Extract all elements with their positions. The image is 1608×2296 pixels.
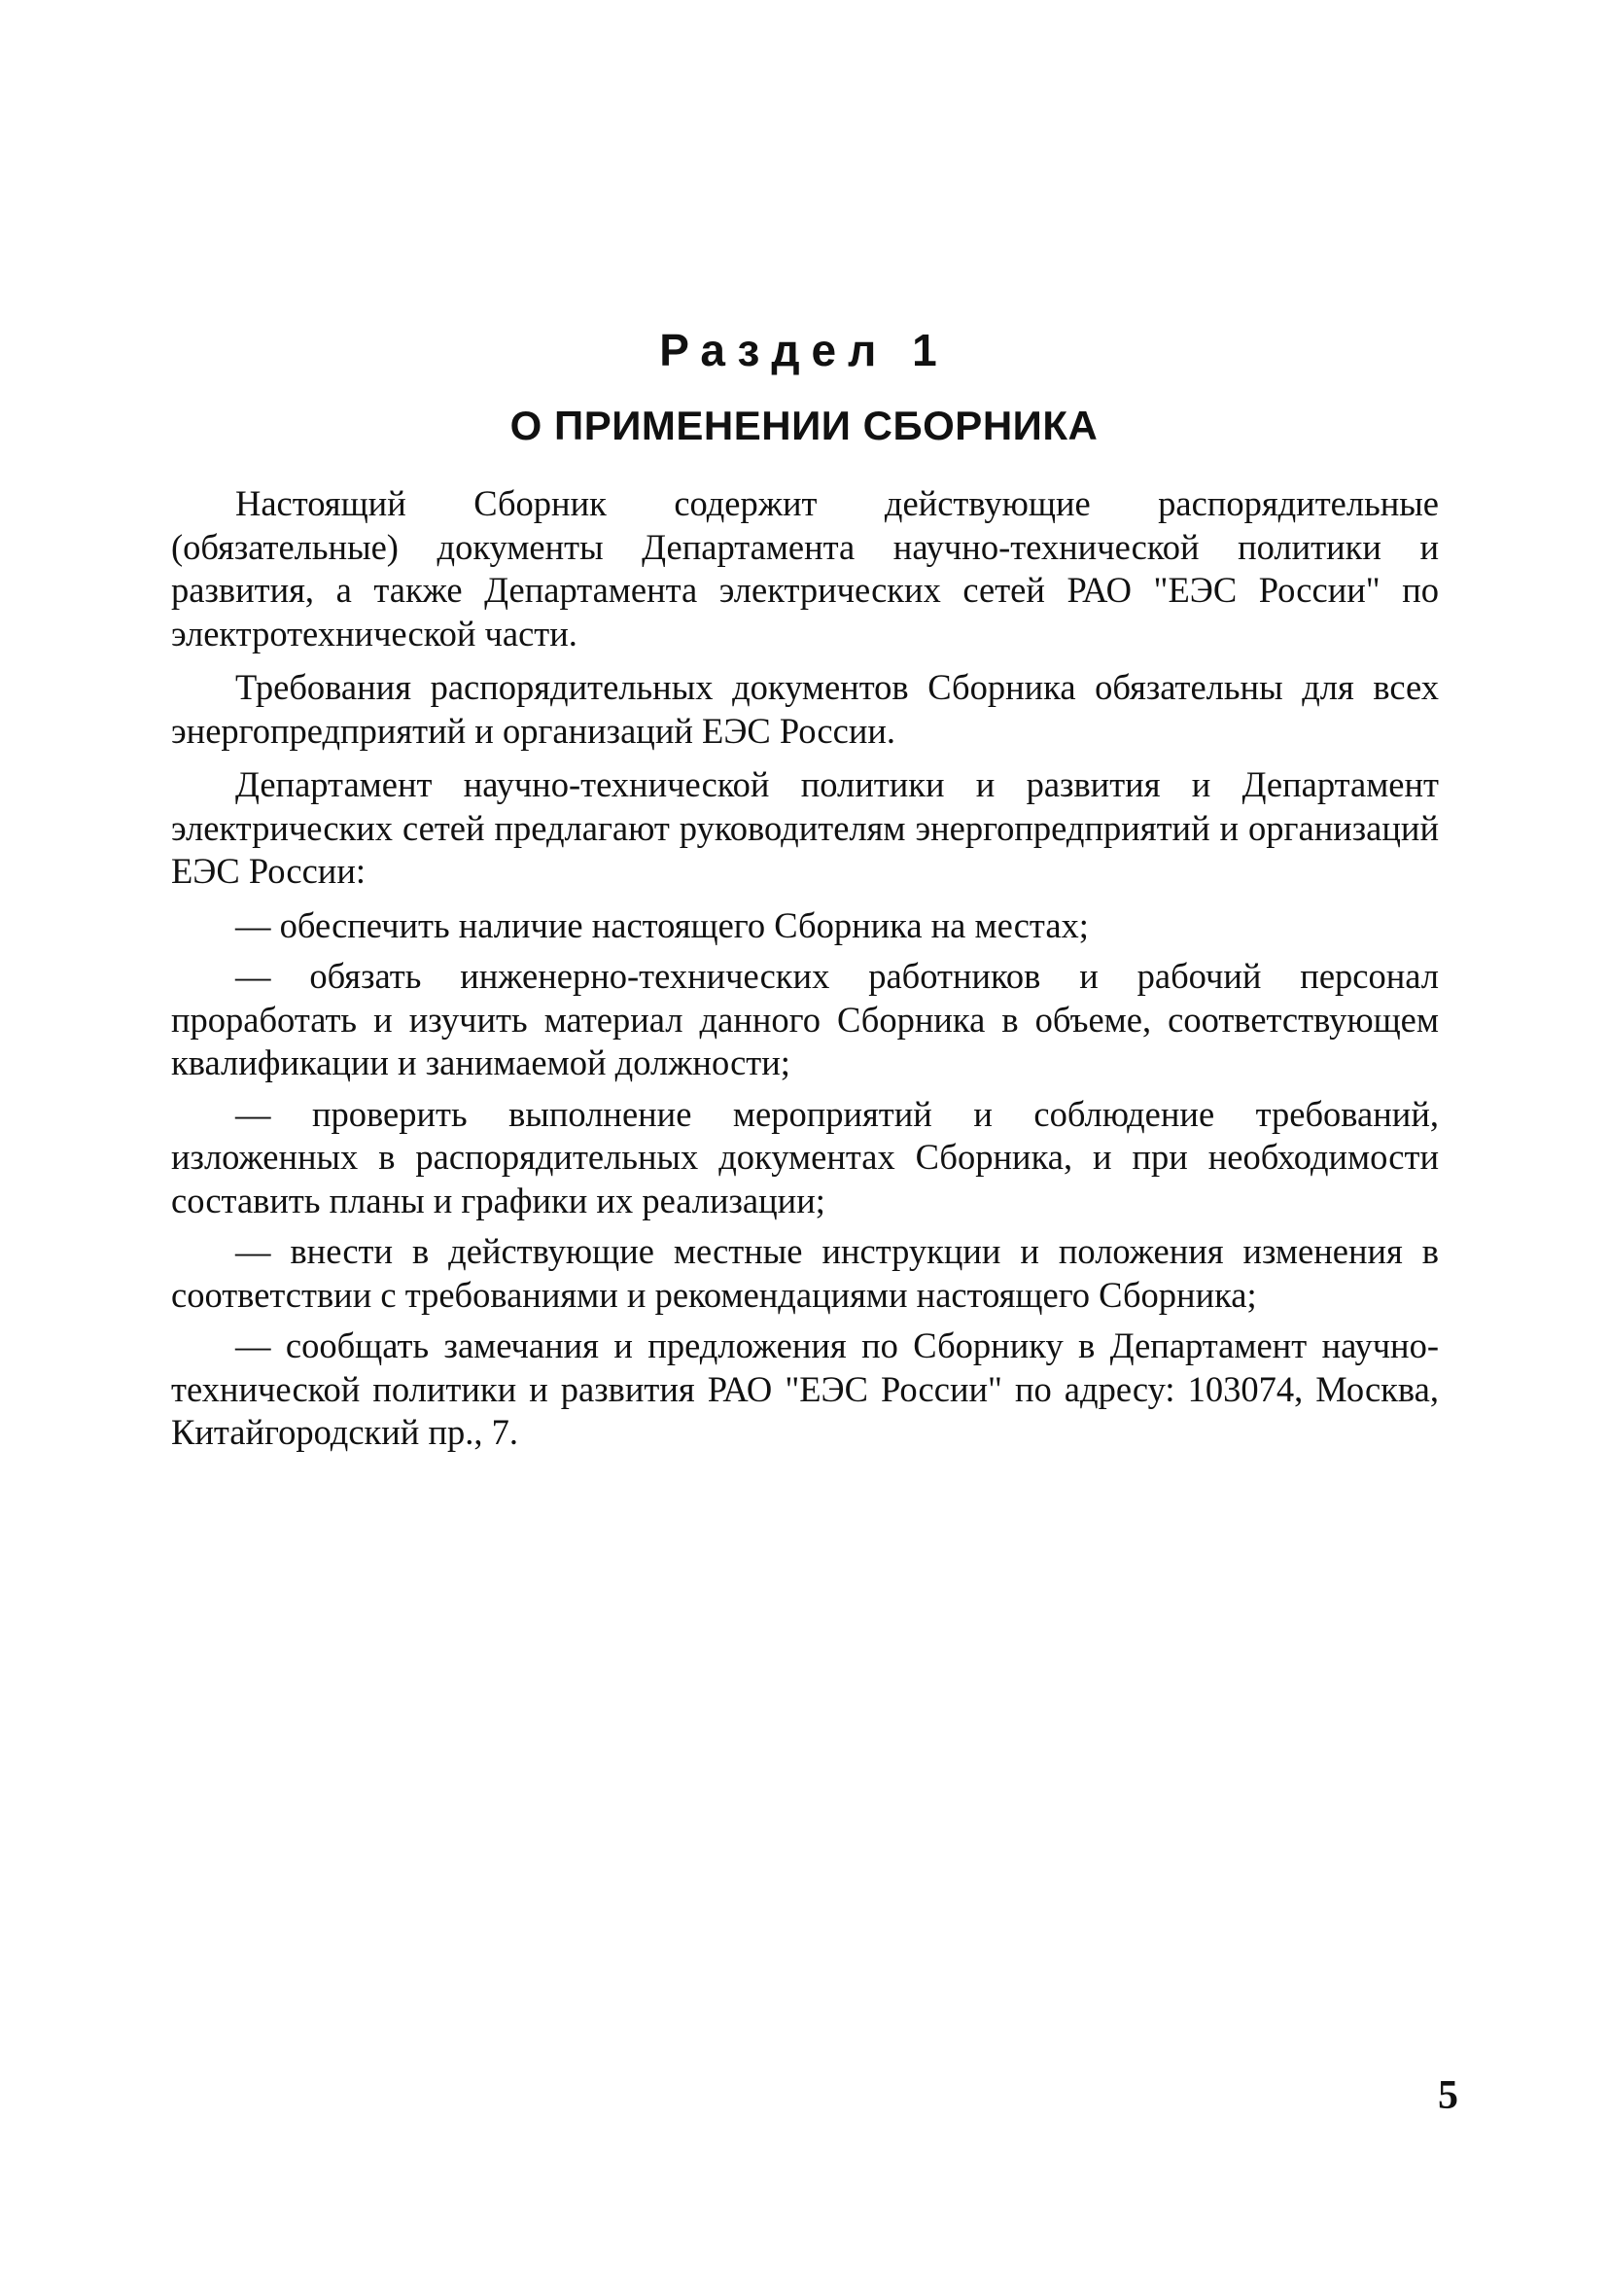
paragraph: Настоящий Сборник содержит действующие распорядительные (обязательные) документы Департамента научно-технической политики и развития, а также Департамента электрических сетей РАО "ЕЭС России" по электротехнической части. xyxy=(171,483,1439,653)
body-text xyxy=(171,482,1439,1463)
list-item: — сообщать замечания и предложения по Сборнику в Департамент научно-технической политики и развития РАО "ЕЭС России" по адресу: 103074, Москва, Китайгородский пр., 7. xyxy=(171,1325,1439,1452)
section-label: Раздел 1 xyxy=(659,325,949,375)
list-item: — проверить выполнение мероприятий и соблюдение требований, изложенных в распорядительных документах Сборника, и при необходимости составить планы и графики их реализации; xyxy=(171,1093,1439,1220)
section-title: О ПРИМЕНЕНИИ СБОРНИКА xyxy=(509,403,1099,448)
list-item: — внести в действующие местные инструкции и положения изменения в соответствии с требованиями и рекомендациями настоящего Сборника; xyxy=(171,1231,1439,1315)
page-number: 5 xyxy=(1438,2073,1458,2118)
list-item: — обязать инженерно-технических работников и рабочий персонал проработать и изучить материал данного Сборника в объеме, соответствующем квалификации и занимаемой должности; xyxy=(171,956,1439,1082)
paragraph: Требования распорядительных документов Сборника обязательны для всех энергопредприятий и организаций ЕЭС России. xyxy=(171,667,1439,751)
paragraph: Департамент научно-технической политики и развития и Департамент электрических сетей предлагают руководителям энергопредприятий и организаций ЕЭС России: xyxy=(171,764,1439,891)
list-item: — обеспечить наличие настоящего Сборника на местах; xyxy=(235,904,1089,945)
